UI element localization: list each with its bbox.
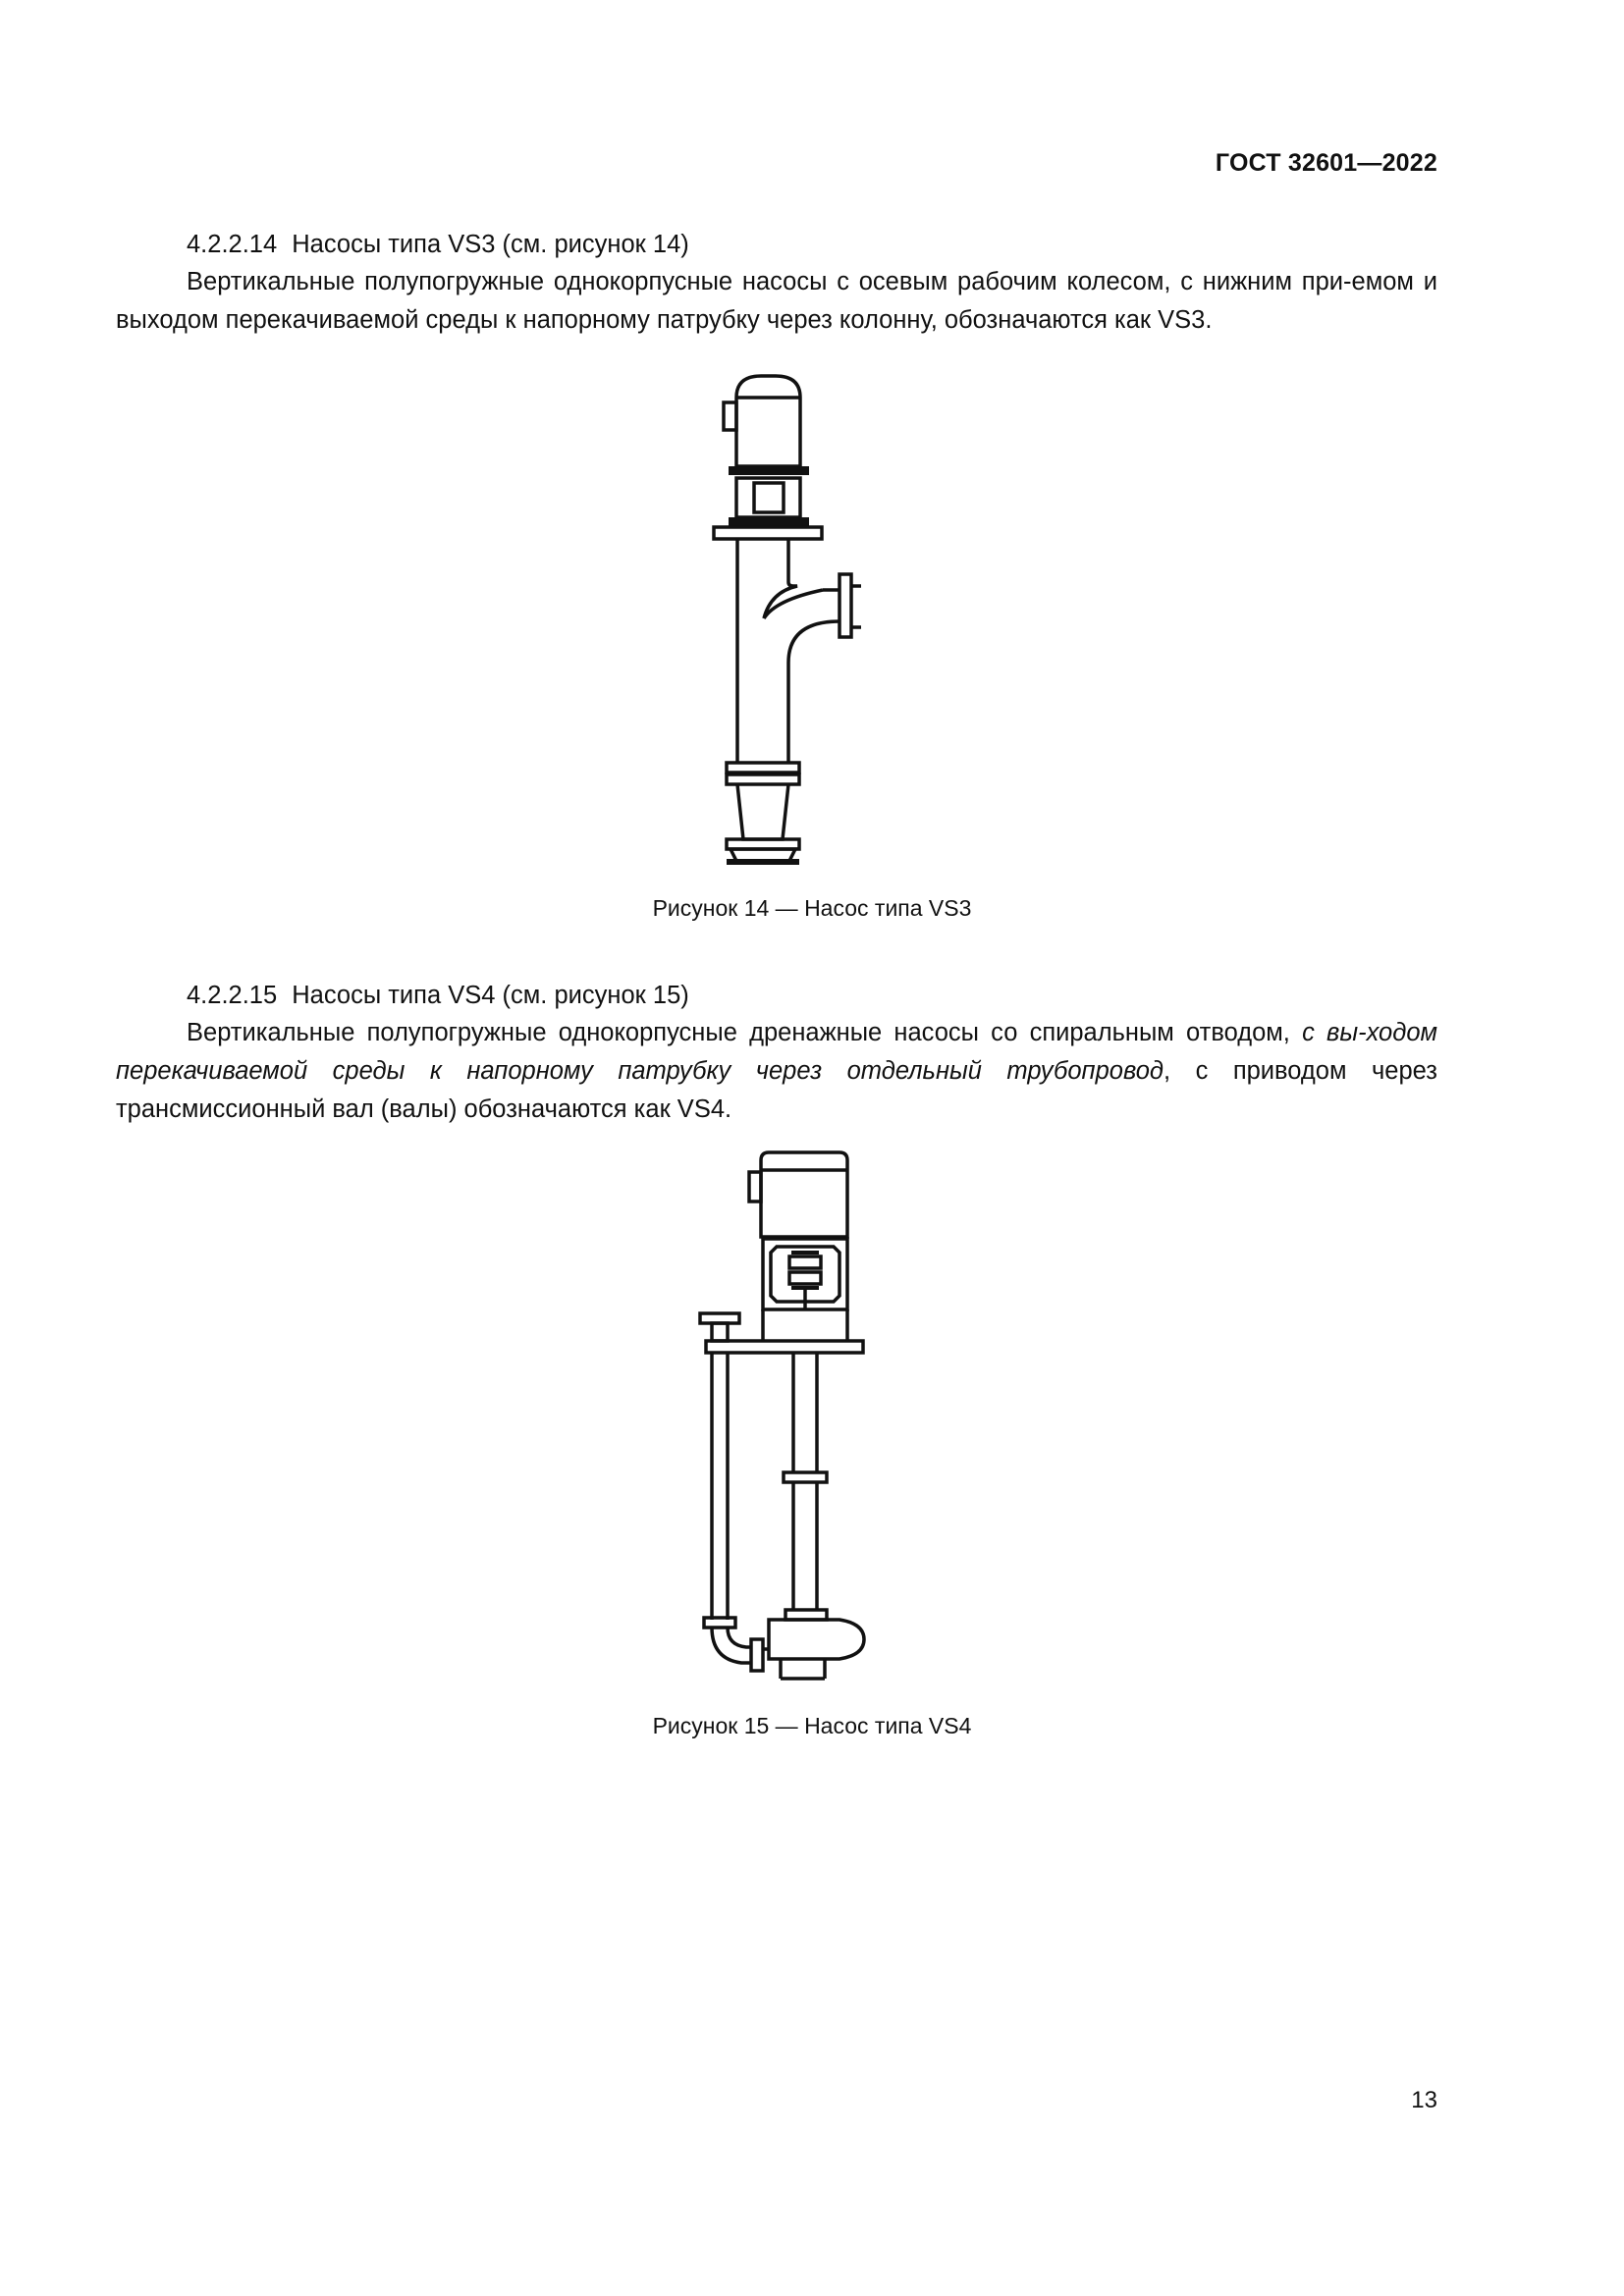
section-title: Насосы типа VS3 (см. рисунок 14) [292,231,689,258]
section-paragraph-15 [116,1014,1437,1129]
paragraph-text-part-2: , с приводом через трансмиссионный вал (валы) обозначаются как VS4. [116,1057,1437,1123]
section-paragraph-14: Вертикальные полупогружные однокорпусные насосы с осевым рабочим колесом, с нижним при-емом и выходом перекачиваемой среды к напорному патрубку через колонну, обозначаются как VS3. [116,268,1437,334]
figure-14-caption: Рисунок 14 — Насос типа VS3 [652,895,972,921]
figure-15-caption: Рисунок 15 — Насос типа VS4 [652,1713,972,1738]
page-number: 13 [1411,2087,1437,2113]
paragraph-text-italic: с вы-ходом перекачиваемой среды к напорному патрубку через отдельный трубопровод [116,1019,1437,1085]
section-number: 4.2.2.14 [187,231,278,258]
section-title: Насосы типа VS4 (см. рисунок 15) [292,982,689,1009]
section-number: 4.2.2.15 [187,982,278,1009]
section-heading-14 [187,226,689,264]
section-heading-15 [187,977,689,1015]
figure-14-vs3-pump-drawing [707,368,864,879]
figure-15-vs4-pump-drawing [692,1148,869,1698]
paragraph-text-part-1: Вертикальные полупогружные однокорпусные дренажные насосы со спиральным отводом, [187,1019,1303,1046]
document-header: ГОСТ 32601—2022 [1215,149,1437,177]
